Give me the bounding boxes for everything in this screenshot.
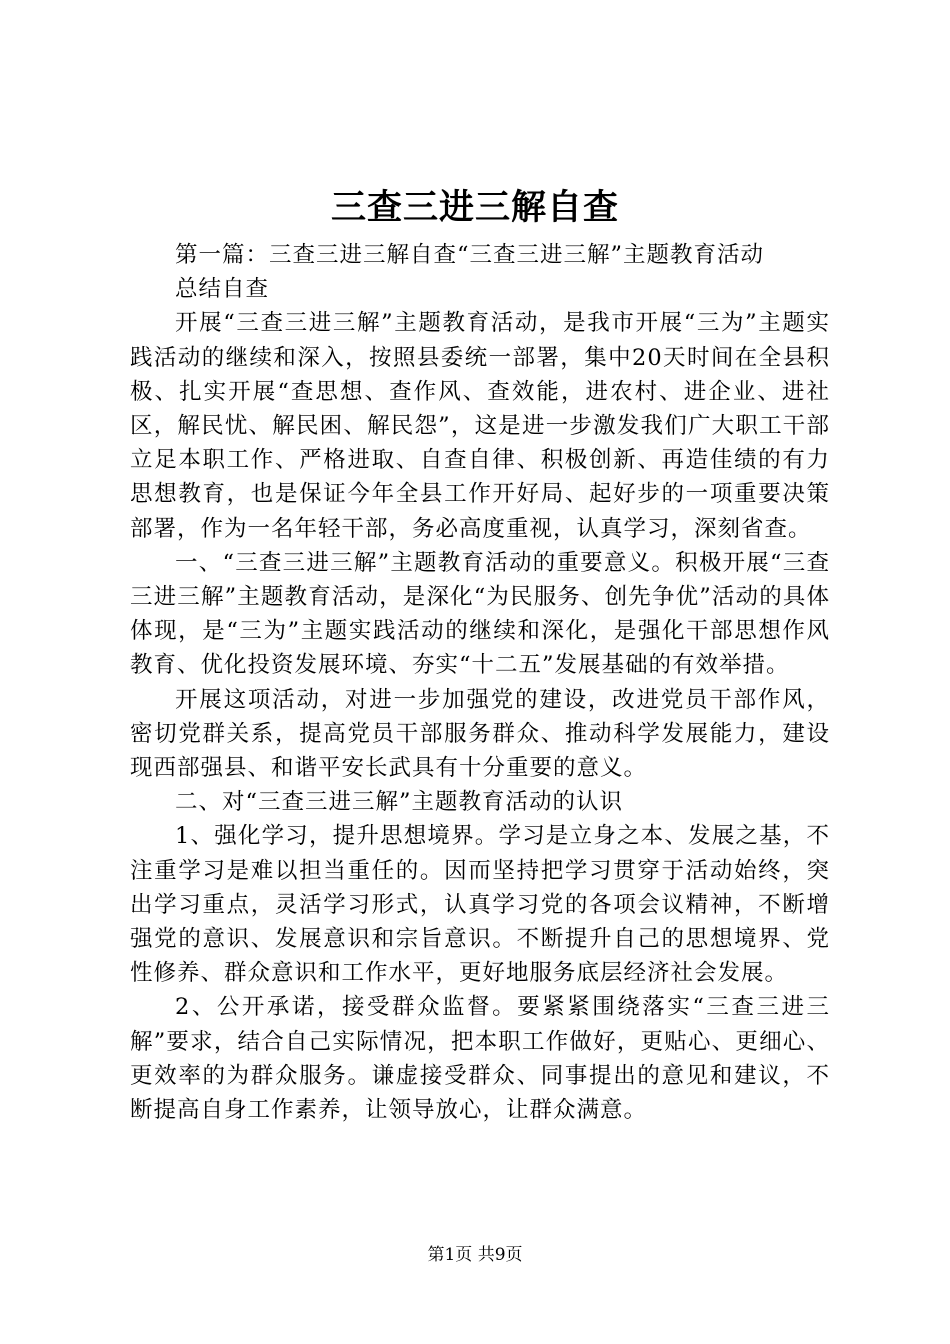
paragraph-intro: 开展“三查三进三解”主题教育活动，是我市开展“三为”主题实践活动的继续和深入，按照县委统一部署，集中20天时间在全县积极、扎实开展“查思想、查作风、查效能，进农村、进企业、进社区，解民忧、解民困、解民怨”，这是进一步激发我们广大职工干部立足本职工作、严格进取、自查自律、积极创新、再造佳绩的有力思想教育，也是保证今年全县工作开好局、起好步的一项重要决策部署，作为一名年轻干部，务必高度重视，认真学习，深刻省查。: [130, 310, 830, 542]
paragraph-heading-line: 第一篇：三查三进三解自查“三查三进三解”主题教育活动: [175, 242, 765, 268]
paragraph-item-two: 2、公开承诺，接受群众监督。要紧紧围绕落实“三查三进三解”要求，结合自己实际情况，把本职工作做好，更贴心、更细心、更效率的为群众服务。谦虚接受群众、同事提出的意见和建议，不断提高自身工作素养，让领导放心，让群众满意。: [130, 994, 830, 1124]
document-title: 三查三进三解自查: [330, 187, 619, 228]
paragraph-item-one: 1、强化学习，提升思想境界。学习是立身之本、发展之基，不注重学习是难以担当重任的。因而坚持把学习贯穿于活动始终，突出学习重点，灵活学习形式，认真学习党的各项会议精神，不断增强党的意识、发展意识和宗旨意识。不断提升自己的思想境界、党性修养、群众意识和工作水平，更好地服务底层经济社会发展。: [130, 823, 830, 987]
paragraph-section-two-heading: 二、对“三查三进三解”主题教育活动的认识: [175, 789, 624, 816]
paragraph-subheading: 总结自查: [175, 276, 270, 303]
page-footer: 第1页 共9页: [427, 1245, 523, 1265]
paragraph-section-one: 一、“三查三进三解”主题教育活动的重要意义。积极开展“三查三进三解”主题教育活动，是深化“为民服务、创先争优”活动的具体体现，是“三为”主题实践活动的继续和深化，是强化干部思想作风教育、优化投资发展环境、夯实“十二五”发展基础的有效举措。: [130, 549, 830, 679]
paragraph-significance: 开展这项活动，对进一步加强党的建设，改进党员干部作风，密切党群关系，提高党员干部服务群众、推动科学发展能力，建设现西部强县、和谐平安长武具有十分重要的意义。: [130, 686, 830, 782]
document-body: [130, 238, 830, 1127]
